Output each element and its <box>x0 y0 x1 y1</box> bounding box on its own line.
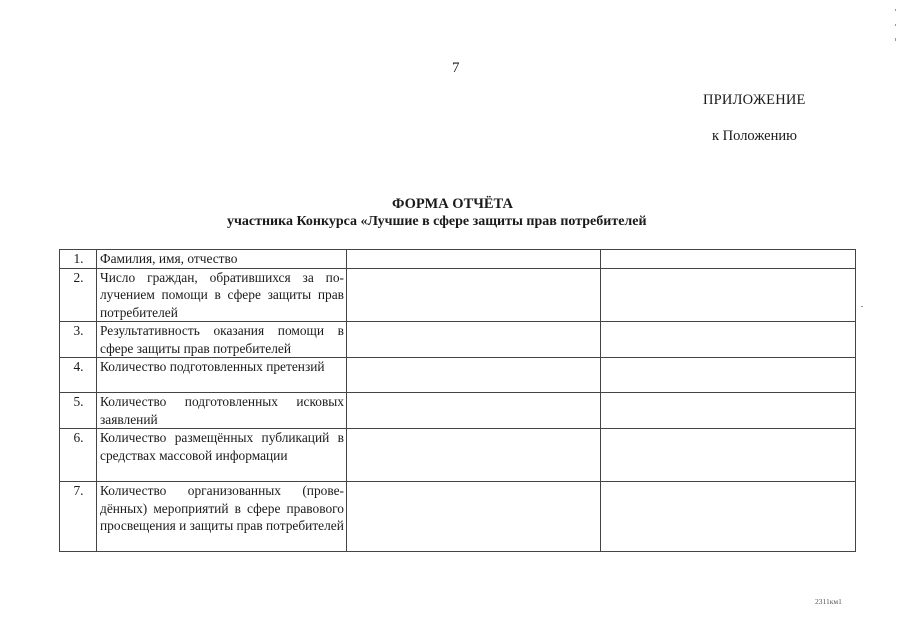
table-row <box>60 358 856 393</box>
value-cell[interactable] <box>347 322 601 358</box>
appendix-title: ПРИЛОЖЕНИЕ <box>703 92 806 108</box>
table-row <box>60 482 856 552</box>
row-label: Количество подготовленных претензий <box>97 358 347 393</box>
value-cell[interactable] <box>347 429 601 482</box>
value-cell[interactable] <box>601 482 856 552</box>
form-title: ФОРМА ОТЧЁТА <box>392 196 513 212</box>
row-number: 3. <box>60 322 97 358</box>
row-label: Количество подготовленных исковых заявлений <box>97 393 347 429</box>
table-row <box>60 322 856 358</box>
scan-speck <box>895 9 896 11</box>
row-label: Фамилия, имя, отчество <box>97 250 347 269</box>
table-row <box>60 250 856 269</box>
row-label: Количество организованных (проведённых) мероприятий в сфере правового просвещения и защиты прав потребителей <box>97 482 347 552</box>
value-cell[interactable] <box>601 358 856 393</box>
footer-code: 2311км1 <box>815 597 842 606</box>
table-row <box>60 393 856 429</box>
row-number: 4. <box>60 358 97 393</box>
value-cell[interactable] <box>601 393 856 429</box>
row-number: 6. <box>60 429 97 482</box>
value-cell[interactable] <box>347 482 601 552</box>
row-label: Количество размещённых публикаций в средствах массовой информации <box>97 429 347 482</box>
scan-speck <box>895 24 896 26</box>
value-cell[interactable] <box>601 268 856 322</box>
report-table <box>59 249 856 552</box>
scan-speck <box>895 38 896 41</box>
scan-speck <box>861 306 863 307</box>
row-number: 2. <box>60 268 97 322</box>
table-row <box>60 268 856 322</box>
value-cell[interactable] <box>601 322 856 358</box>
form-subtitle: участника Конкурса «Лучшие в сфере защиты прав потребителей <box>227 214 647 229</box>
value-cell[interactable] <box>347 250 601 269</box>
value-cell[interactable] <box>601 429 856 482</box>
row-number: 7. <box>60 482 97 552</box>
row-label: Число граждан, обратившихся за получением помощи в сфере защиты прав потребителей <box>97 268 347 322</box>
value-cell[interactable] <box>601 250 856 269</box>
page-number: 7 <box>452 60 460 76</box>
row-number: 5. <box>60 393 97 429</box>
row-label: Результативность оказания помощи в сфере защиты прав потребителей <box>97 322 347 358</box>
row-number: 1. <box>60 250 97 269</box>
value-cell[interactable] <box>347 393 601 429</box>
table-row <box>60 429 856 482</box>
value-cell[interactable] <box>347 358 601 393</box>
appendix-subtitle: к Положению <box>712 128 797 144</box>
value-cell[interactable] <box>347 268 601 322</box>
